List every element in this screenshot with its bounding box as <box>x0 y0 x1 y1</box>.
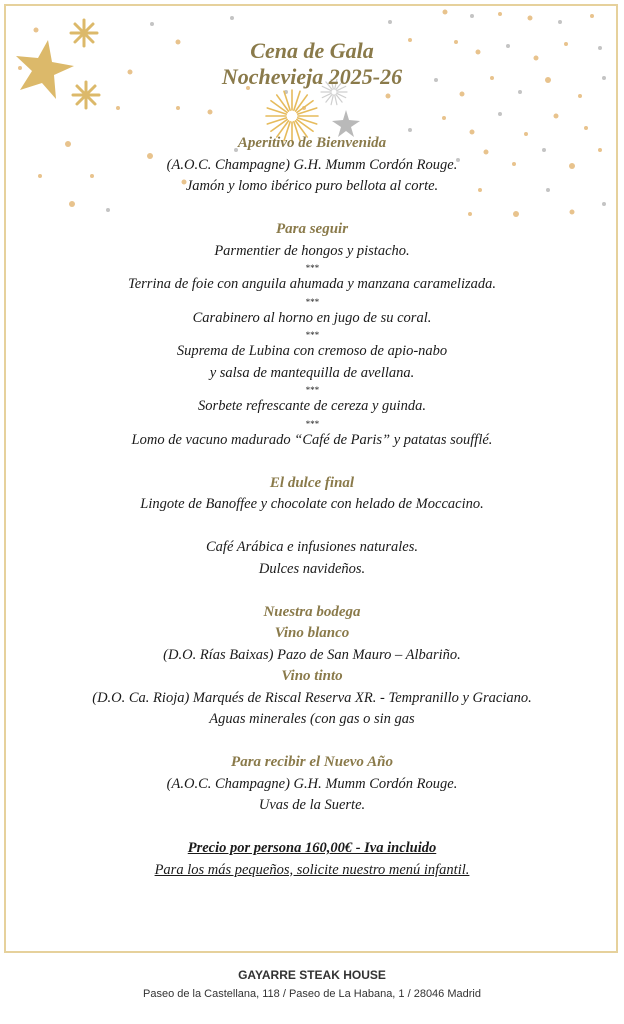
menu-item: Café Arábica e infusiones naturales. <box>206 539 418 555</box>
restaurant-address: Paseo de la Castellana, 118 / Paseo de La Habana, 1 / 28046 Madrid <box>143 988 481 1000</box>
separator: *** <box>305 330 319 340</box>
subheading-vino-tinto: Vino tinto <box>281 668 343 684</box>
menu-item: Terrina de foie con anguila ahumada y manzana caramelizada. <box>128 276 496 292</box>
section-heading-bodega: Nuestra bodega <box>263 603 361 620</box>
menu-item: Aguas minerales (con gas o sin gas <box>209 711 415 727</box>
wine-item: (D.O. Ca. Rioja) Marqués de Riscal Reserva XR. - Tempranillo y Graciano. <box>92 689 532 706</box>
confetti-dot <box>578 94 582 98</box>
confetti-dot <box>408 128 412 132</box>
confetti-dot <box>386 94 391 99</box>
menu-item: Parmentier de hongos y pistacho. <box>214 242 410 259</box>
confetti-dot <box>498 112 502 116</box>
menu-item: Uvas de la Suerte. <box>258 797 366 813</box>
confetti-dot <box>518 90 522 94</box>
confetti-dot <box>116 106 120 110</box>
section-heading-para-seguir: Para seguir <box>275 221 349 237</box>
price-line: Precio por persona 160,00€ - Iva incluido <box>187 840 437 856</box>
confetti-dot <box>498 12 502 16</box>
confetti-dot <box>584 126 588 130</box>
confetti-dot <box>230 16 234 20</box>
confetti-dot <box>470 14 474 18</box>
menu-item: Carabinero al horno en jugo de su coral. <box>192 309 432 326</box>
section-heading-nuevo-ano: Para recibir el Nuevo Año <box>231 754 393 770</box>
separator: *** <box>305 418 319 429</box>
subheading-vino-blanco: Vino blanco <box>274 625 350 641</box>
confetti-dot <box>443 10 448 15</box>
restaurant-name: GAYARRE STEAK HOUSE <box>238 968 386 982</box>
confetti-dot <box>208 110 213 115</box>
menu-item: (A.O.C. Champagne) G.H. Mumm Cordón Rouge. <box>166 156 458 173</box>
menu-subtitle: Nochevieja 2025-26 <box>221 64 403 89</box>
kids-menu-note: Para los más pequeños, solicite nuestro menú infantil. <box>154 861 470 878</box>
menu-item: Dulces navideños. <box>258 560 366 577</box>
wine-item: (D.O. Rías Baixas) Pazo de San Mauro – Albariño. <box>163 646 461 663</box>
confetti-dot <box>558 20 562 24</box>
separator: *** <box>305 385 319 395</box>
separator: *** <box>305 263 319 273</box>
confetti-dot <box>388 20 392 24</box>
menu-title: Cena de Gala <box>250 38 374 63</box>
confetti-dot <box>460 92 465 97</box>
separator: *** <box>305 296 319 307</box>
menu-content <box>0 133 624 881</box>
confetti-dot <box>34 28 39 33</box>
confetti-dot <box>150 22 154 26</box>
section-heading-aperitivo: Aperitivo de Bienvenida <box>237 135 387 151</box>
menu-item: Lomo de vacuno madurado “Café de Paris” y patatas soufflé. <box>131 431 493 448</box>
confetti-dot <box>528 16 533 21</box>
menu-item: y salsa de mantequilla de avellana. <box>209 364 415 381</box>
confetti-dot <box>554 114 559 119</box>
confetti-dot <box>176 106 180 110</box>
confetti-dot <box>590 14 594 18</box>
section-heading-dulce-final: El dulce final <box>269 474 355 491</box>
menu-item: Sorbete refrescante de cereza y guinda. <box>198 398 426 414</box>
confetti-dot <box>442 116 446 120</box>
menu-item: Lingote de Banoffee y chocolate con helado de Moccacino. <box>140 496 484 512</box>
menu-item: Suprema de Lubina con cremoso de apio-nabo <box>176 343 448 359</box>
menu-item: (A.O.C. Champagne) G.H. Mumm Cordón Rouge. <box>166 775 458 792</box>
menu-item: Jamón y lomo ibérico puro bellota al corte. <box>185 178 439 194</box>
